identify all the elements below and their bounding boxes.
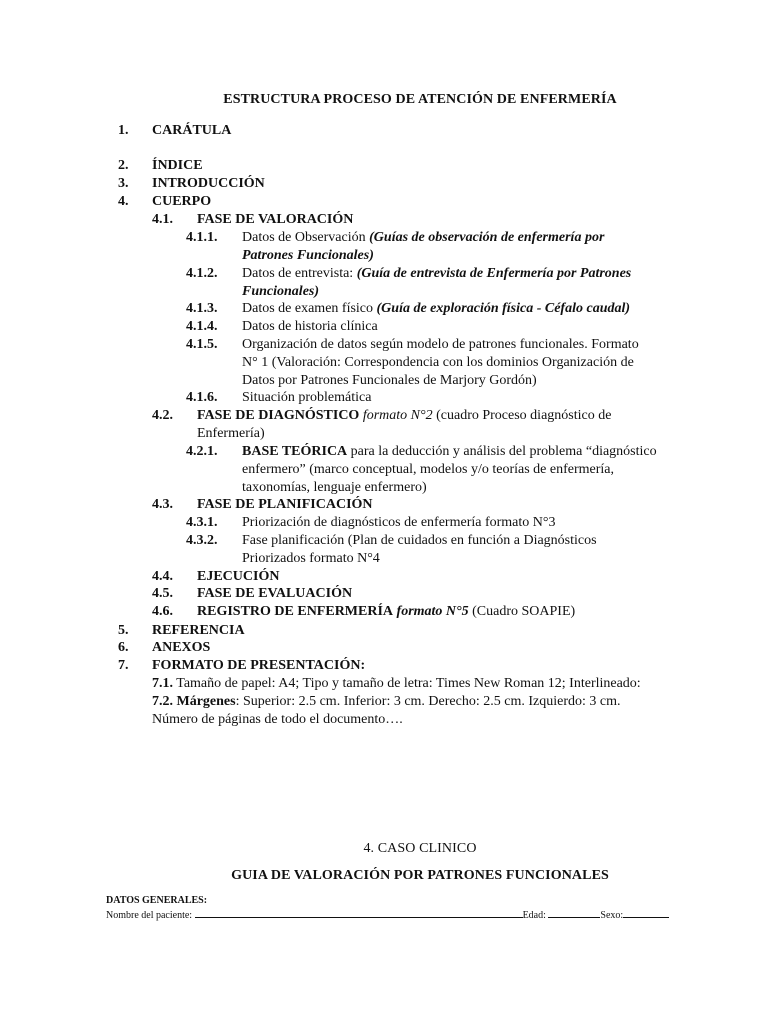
document-page: ESTRUCTURA PROCESO DE ATENCIÓN DE ENFERMERÍA 1. CARÁTULA 2. ÍNDICE 3. INTRODUCCIÓN 4. CUERPO 4.1. FASE DE VALORACIÓN 4.1.1. Datos de Observación (Guías de observación de enfermería por Patrones Funcionales) 4.1.2. Datos de entrevista: (Guía de entrevista de Enfermería por Patrones Funcionales) 4.1.3. Datos de examen físico (Guía de exploración física - Céfalo caudal) 4.1.4. Datos de historia clínica 4.1.5. Organización de datos según modelo de patrones funcionales. Formato N° 1 (Valoración: Correspondencia con los dominios Organización de Datos por Patrones Funcionales de Marjory Gordón) 4.1.6. Situación problemática 4.2. FASE DE DIAGNÓSTICO formato N°2 (cuadro Proceso diagnóstico de Enfermería) 4.2.1. BASE TEÓRICA para la deducción y análisis del problema “diagnóstico enfermero” (marco conceptual, modelos y/o teorías de enfermería, taxonomías, lenguaje enfermero) 4.3. FASE DE PLANIFICACIÓN 4.3.1. Priorización de diagnósticos de enfermería formato N°3 4.3.2. Fase planificación (Plan de cuidados en función a Diagnósticos Priorizados formato N°4 4.4. EJECUCIÓN 4.5. FASE DE EVALUACIÓN 4.6. REGISTRO DE ENFERMERÍA formato N°5 (Cuadro SOAPIE) 5. REFERENCIA 6. ANEXOS 7. FORMATO DE PRESENTACIÓN: 7.1. Tamaño de papel: A4; Tipo y tamaño de letra: Times New Roman 12; Interlineado: 7.2. Márgenes: Superior: 2.5 cm. Inferior: 3 cm. Derecho: 2.5 cm. Izquierdo: 3 cm. Número de páginas de todo el documento…. 4. CASO CLINICO GUIA DE VALORACIÓN POR PATRONES FUNCIONALES DATOS GENERALES: Nombre del paciente: Edad: Sexo:: [0, 0, 768, 1024]
patient-data-row: [106, 908, 669, 922]
sex-field[interactable]: [623, 908, 669, 918]
section-heading: 4. CASO CLINICO: [363, 841, 477, 856]
sex-label: Sexo:: [600, 910, 624, 921]
general-data-label: DATOS GENERALES:: [106, 895, 208, 906]
age-label: Edad:: [522, 910, 549, 921]
patient-name-field[interactable]: [195, 908, 523, 918]
patient-name-label: Nombre del paciente:: [106, 910, 195, 921]
section-subtitle: GUIA DE VALORACIÓN POR PATRONES FUNCIONALES: [231, 868, 609, 883]
age-field[interactable]: [548, 908, 600, 918]
document-title: ESTRUCTURA PROCESO DE ATENCIÓN DE ENFERMERÍA: [223, 92, 617, 107]
